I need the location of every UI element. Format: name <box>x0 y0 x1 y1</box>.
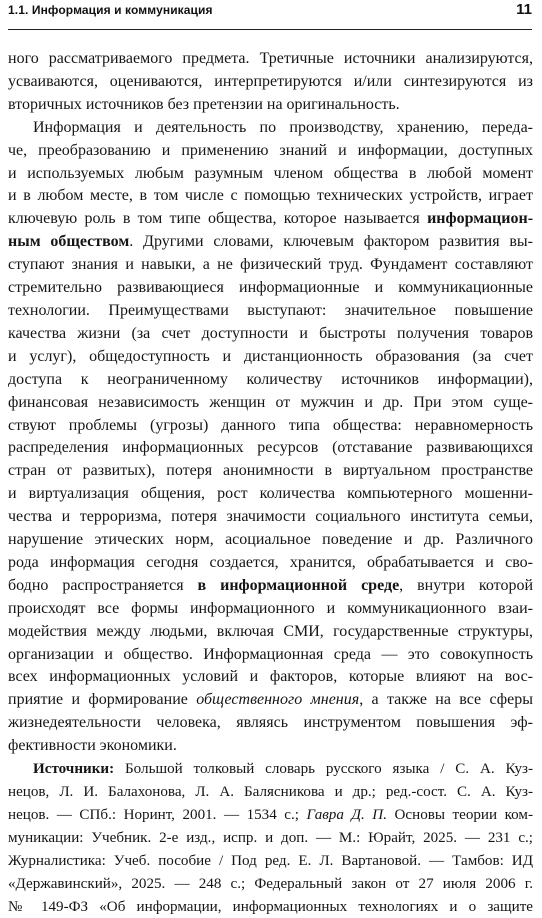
text-line: ствуют проблемы (угрозы) данного типа общества: неравномерность <box>8 416 533 434</box>
text-line: всех информационных условий и факторов, которые влияют на вос- <box>8 668 533 686</box>
text-line <box>8 758 533 781</box>
text-run: приятие и формирование <box>8 691 188 709</box>
sources-label: Источники: <box>33 761 115 778</box>
text-line: жизнедеятельности человека, являясь инструментом повышения эф- <box>8 714 533 732</box>
author-italic: Гавра Д. П. <box>306 806 387 823</box>
text-line: вторичных источников без претензии на оригинальность. <box>8 95 400 113</box>
running-header <box>8 0 532 30</box>
running-title: 1.1. Информация и коммуникация <box>8 3 213 17</box>
text-line: «Державинский», 2025. — 248 с.; Федеральный закон от 27 июля 2006 г. <box>8 875 533 892</box>
text-line: происходят все формы информационного и коммуникационного взаи- <box>8 599 533 617</box>
body-text <box>8 48 533 918</box>
term-bold: в информационной среде <box>197 576 400 594</box>
text-line: и виртуализация общения, рост количества компьютерного мошенни- <box>8 485 533 503</box>
text-line: модействия между людьми, включая СМИ, государственные структуры, <box>8 622 533 640</box>
text-run: бодно распространяется <box>8 576 184 594</box>
paragraph-continuation <box>8 48 533 117</box>
text-line: стремительно развивающиеся информационные и коммуникационные <box>8 279 533 297</box>
text-line: нарушение этических норм, асоциальное поведение и др. Различного <box>8 531 533 549</box>
text-line: финансовая независимость женщин от мужчин и др. При этом суще- <box>8 393 533 411</box>
text-line: организации и общество. Информационная среда — это совокупность <box>8 645 533 663</box>
text-line: качества жизни (за счет доступности и быстроты получения товаров <box>8 324 533 342</box>
text-run: , внутри которой <box>399 576 534 594</box>
term-bold: ным обществом <box>8 233 130 251</box>
text-run: . Другими словами, ключевым фактором развития вы- <box>129 233 533 251</box>
text-run: ключевую роль в том типе общества, которое называется <box>8 210 420 228</box>
term-italic: общественного мнения <box>196 691 360 709</box>
sources-paragraph <box>8 758 533 918</box>
text-line: Журналистика: Учеб. пособие / Под ред. Е. Л. Вартановой. — Тамбов: ИД <box>8 852 533 869</box>
text-line: муникации: Учебник. 2-е изд., испр. и доп. — М.: Юрайт, 2025. — 231 с.; <box>8 829 533 846</box>
text-run: Большой толковый словарь русского языка / С. А. Куз- <box>125 761 533 778</box>
text-line <box>8 575 533 598</box>
text-line <box>8 208 533 231</box>
text-line: и в любом месте, в том числе с помощью технических устройств, играет <box>8 187 533 205</box>
text-line: ступают знания и навыки, а не физический труд. Фундамент составляют <box>8 256 533 274</box>
text-run: , а также на все сферы <box>359 691 534 709</box>
page-number: 11 <box>516 1 532 18</box>
text-line: усваиваются, оцениваются, интерпретируются и/или синтезируются из <box>8 72 533 90</box>
text-line: стран от развитых), потеря анонимности в виртуальном пространстве <box>8 462 533 480</box>
text-line: нецов, Л. И. Балахонова, Л. А. Балясникова и др.; ред.-сост. С. А. Куз- <box>8 784 533 800</box>
text-line: и услуг), общедоступность и дистанционность образования (за счет <box>8 347 533 365</box>
text-line <box>8 231 533 254</box>
text-line: рода информация сегодня создается, хранится, обрабатывается и сво- <box>8 553 533 571</box>
text-run: нецов. — СПб.: Норинт, 2001. — 1534 с.; <box>8 806 299 823</box>
text-line: технологии. Преимуществами выступают: значительное повышение <box>8 301 533 319</box>
text-line: Информация и деятельность по производству, хранению, переда- <box>33 118 533 136</box>
paragraph-information-society <box>8 117 533 758</box>
text-run: Основы теории ком- <box>394 806 533 823</box>
text-line: фективности экономики. <box>8 737 177 755</box>
text-line: доступа к неограниченному количеству источников информации), <box>8 370 533 388</box>
text-line: и используемых любым разумным членом общества в любой момент <box>8 164 533 182</box>
text-line: чества и терроризма, потеря значимости социального института семьи, <box>8 508 533 526</box>
text-line: ного рассматриваемого предмета. Третичные источники анализируются, <box>8 50 533 67</box>
text-line <box>8 804 533 827</box>
term-bold: информацион- <box>427 210 534 228</box>
text-line: распределения информационных ресурсов (отставание развивающихся <box>8 439 533 457</box>
text-line <box>8 689 533 712</box>
text-line: № 149-ФЗ «Об информации, информационных технологиях и о защите <box>8 898 533 915</box>
text-line: че, преобразованию и применению знаний и информации, доступных <box>8 141 533 159</box>
